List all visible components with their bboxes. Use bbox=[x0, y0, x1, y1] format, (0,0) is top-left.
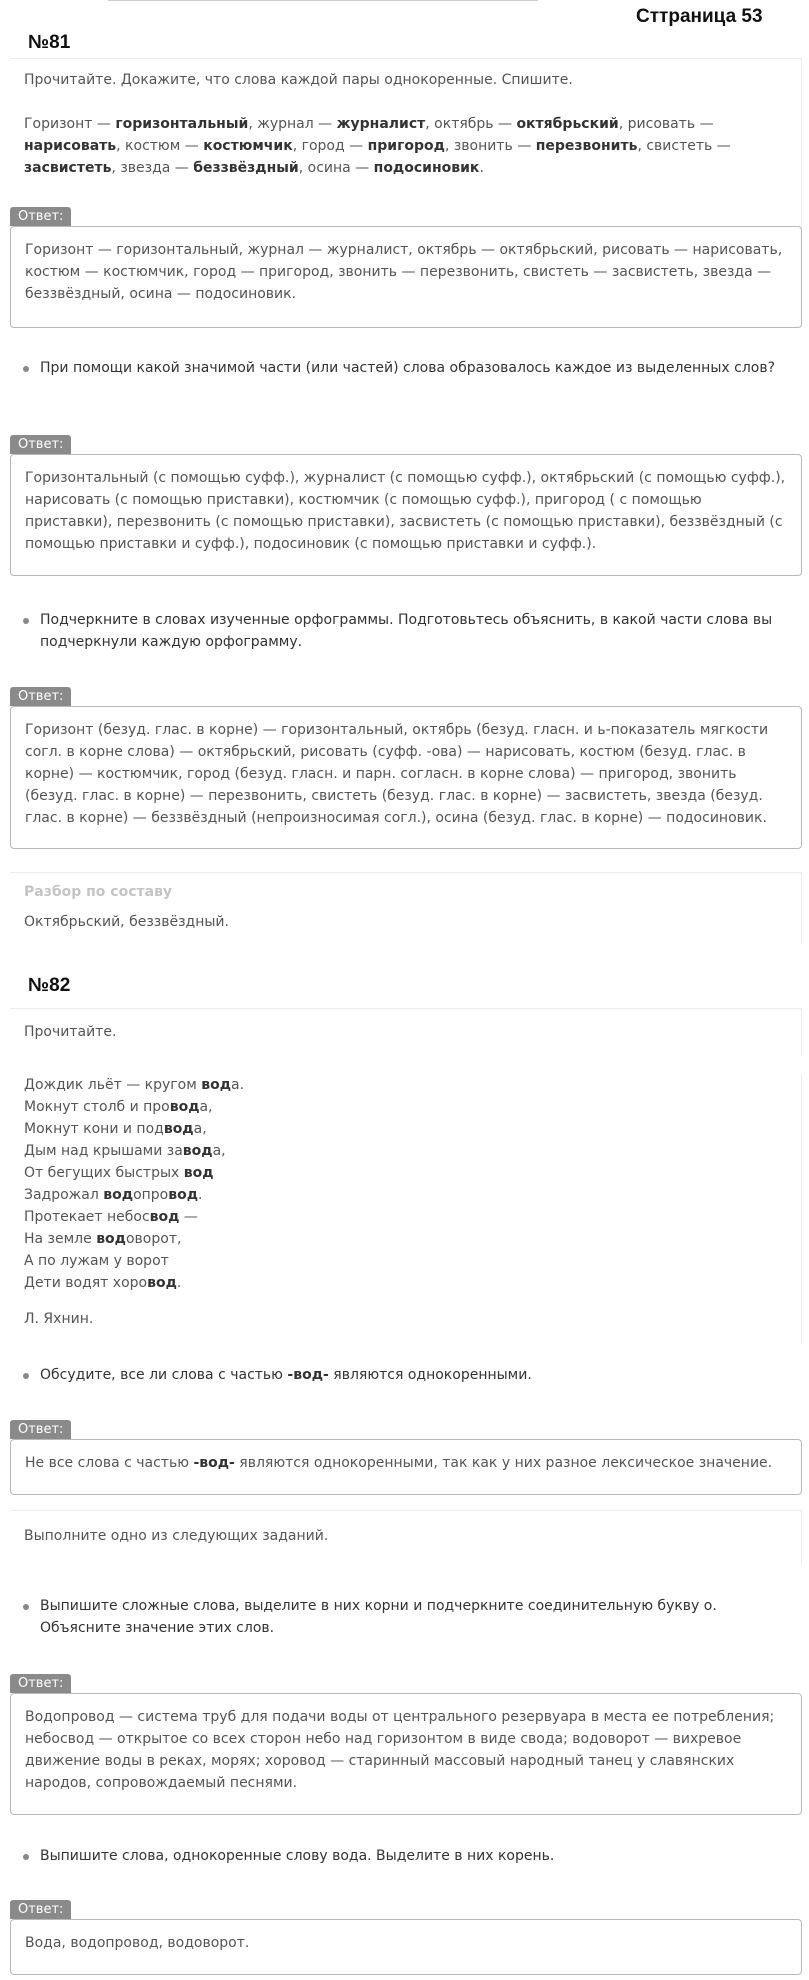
instruction-2: Выполните одно из следующих заданий. bbox=[24, 1528, 329, 1544]
task-81-text bbox=[24, 113, 787, 179]
poem-line bbox=[24, 1118, 787, 1140]
text-fragment: , звезда — bbox=[111, 160, 194, 176]
answer-3-container bbox=[10, 685, 802, 849]
text-fragment: а. bbox=[231, 1077, 245, 1093]
answer-4-box bbox=[10, 1439, 802, 1495]
text-fragment: . bbox=[198, 1187, 203, 1203]
bold-fragment: вод bbox=[96, 1231, 126, 1247]
answer-6-text: Вода, водопровод, водоворот. bbox=[25, 1935, 250, 1951]
instruction-2-card bbox=[10, 1510, 802, 1564]
poem-line bbox=[24, 1250, 787, 1272]
question-orthograms: Подчеркните в словах изученные орфограммы. Подготовьтесь объяснить, в какой части слова вы подчеркнули каждую орфограмму. bbox=[22, 609, 792, 653]
text-fragment: а, bbox=[212, 1143, 226, 1159]
bold-fragment: нарисовать bbox=[24, 138, 117, 154]
answer-label: Ответ: bbox=[10, 207, 71, 226]
question-same-root-voda: Выпишите слова, однокоренные слову вода. Выделите в них корень. bbox=[22, 1845, 792, 1867]
answer-1-text: Горизонт — горизонтальный, журнал — журналист, октябрь — октябрьский, рисовать — нарисовать, костюм — костюмчик, город — пригород, звонить — перезвонить, свистеть — засвистеть, звезда — беззвёздный, осина — подосиновик. bbox=[25, 242, 783, 302]
text-fragment: , рисовать — bbox=[618, 116, 714, 132]
text-fragment: а, bbox=[199, 1099, 213, 1115]
text-fragment: Не все слова с частью bbox=[25, 1455, 194, 1471]
answer-5-box bbox=[10, 1693, 802, 1815]
text-fragment: Обсудите, все ли слова с частью bbox=[40, 1367, 288, 1383]
parse-card bbox=[10, 872, 802, 944]
text-fragment: , свистеть — bbox=[637, 138, 731, 154]
answer-6-container bbox=[10, 1898, 802, 1975]
answer-label: Ответ: bbox=[10, 1900, 71, 1919]
text-fragment: , октябрь — bbox=[425, 116, 517, 132]
bold-fragment: подосиновик bbox=[373, 160, 480, 176]
text-fragment: Дети водят хоро bbox=[24, 1275, 148, 1291]
bold-fragment: журналист bbox=[336, 116, 426, 132]
text-fragment: а, bbox=[193, 1121, 207, 1137]
parse-title: Разбор по составу bbox=[24, 884, 173, 900]
answer-2-box bbox=[10, 454, 802, 576]
poem-author: Л. Яхнин. bbox=[24, 1311, 94, 1327]
answer-1-container bbox=[10, 205, 802, 328]
text-fragment: Мокнут кони и под bbox=[24, 1121, 164, 1137]
task-81-instruction: Прочитайте. Докажите, что слова каждой пары однокоренные. Спишите. bbox=[24, 72, 573, 88]
top-divider bbox=[108, 0, 538, 1]
bold-fragment: засвистеть bbox=[24, 160, 112, 176]
text-fragment: . bbox=[479, 160, 484, 176]
poem-line bbox=[24, 1206, 787, 1228]
text-fragment: . bbox=[176, 1275, 182, 1291]
text-fragment: Мокнут столб и про bbox=[24, 1099, 170, 1115]
text-fragment: А по лужам у ворот bbox=[24, 1253, 169, 1269]
poem-line bbox=[24, 1272, 787, 1294]
text-fragment: опро bbox=[133, 1187, 169, 1203]
text-fragment: оворот, bbox=[125, 1231, 182, 1247]
text-fragment: , осина — bbox=[298, 160, 374, 176]
task-82-instruction: Прочитайте. bbox=[24, 1024, 117, 1040]
bold-fragment: вод bbox=[183, 1165, 214, 1181]
text-fragment: Горизонт — bbox=[24, 116, 116, 132]
answer-3-text: Горизонт (безуд. глас. в корне) — горизонтальный, октябрь (безуд. гласн. и ь-показатель мягкости согл. в корне слова) — октябрьский, рисовать (суфф. -ова) — нарисовать, костюм (безуд. глас. в корне) — костюмчик, город (безуд. гласн. и парн. согласн. в корне слова) — пригород, звонить (безуд. глас. в корне) — перезвонить, свистеть (безуд. глас. в корне) — засвистеть, звезда (безуд. глас. в корне) — беззвёздный (непроизносимая согл.), осина (безуд. глас. в корне) — подосиновик. bbox=[25, 722, 769, 826]
task-82-number: №82 bbox=[28, 975, 71, 996]
text-fragment: , звонить — bbox=[444, 138, 536, 154]
bold-fragment: вод bbox=[169, 1099, 200, 1115]
answer-2-text: Горизонтальный (с помощью суфф.), журналист (с помощью суфф.), октябрьский (с помощью суфф.), нарисовать (с помощью приставки), костюмчик (с помощью суфф.), пригород ( с помощью приставки), перезвонить (с помощью приставки), засвистеть (с помощью приставки), беззвёздный (с помощью приставки и суфф.), подосиновик (с помощью приставки и суфф.). bbox=[25, 470, 786, 552]
task-82-instruction-card bbox=[10, 1008, 802, 1056]
page-title: Сттраница 53 bbox=[636, 6, 763, 27]
bold-fragment: вод bbox=[147, 1275, 177, 1291]
answer-2-container bbox=[10, 433, 802, 576]
answer-1-box bbox=[10, 226, 802, 328]
bold-fragment: вод bbox=[201, 1077, 232, 1093]
answer-label: Ответ: bbox=[10, 1420, 71, 1439]
question-morphemes: При помощи какой значимой части (или частей) слова образовалось каждое из выделенных слов? bbox=[22, 357, 792, 379]
bold-fragment: перезвонить bbox=[535, 138, 638, 154]
answer-label: Ответ: bbox=[10, 435, 71, 454]
answer-label: Ответ: bbox=[10, 687, 71, 706]
poem-line bbox=[24, 1184, 787, 1206]
text-fragment: Протекает небос bbox=[24, 1209, 150, 1225]
text-fragment: являются однокоренными, так как у них разное лексическое значение. bbox=[234, 1455, 773, 1471]
answer-4-text bbox=[25, 1452, 787, 1474]
answer-5-text: Водопровод — система труб для подачи воды от центрального резервуара в места ее потребления; небосвод — открытое со всех сторон небо над горизонтом в виде свода; водоворот — вихревое движение воды в реках, морях; хоровод — старинный массовый народный танец у славянских народов, сопровождаемый песнями. bbox=[25, 1709, 775, 1791]
bold-fragment: вод bbox=[163, 1121, 194, 1137]
text-fragment: , город — bbox=[292, 138, 368, 154]
text-fragment: От бегущих быстрых bbox=[24, 1165, 184, 1181]
answer-4-container bbox=[10, 1418, 802, 1495]
text-fragment: — bbox=[179, 1209, 198, 1225]
question-same-root bbox=[22, 1364, 792, 1386]
bold-fragment: -вод- bbox=[193, 1455, 235, 1471]
text-fragment: , костюм — bbox=[116, 138, 204, 154]
text-fragment: , журнал — bbox=[248, 116, 337, 132]
text-fragment: Дождик льёт — кругом bbox=[24, 1077, 202, 1093]
poem-text bbox=[24, 1074, 787, 1294]
answer-5-container bbox=[10, 1672, 802, 1815]
question-compound-words: Выпишите сложные слова, выделите в них корни и подчеркните соединительную букву о. Объясните значение этих слов. bbox=[22, 1595, 792, 1639]
answer-label: Ответ: bbox=[10, 1674, 71, 1693]
text-fragment: На земле bbox=[24, 1231, 97, 1247]
poem-line bbox=[24, 1140, 787, 1162]
poem-line bbox=[24, 1162, 787, 1184]
task-81-number: №81 bbox=[28, 32, 71, 53]
bold-fragment: вод bbox=[168, 1187, 199, 1203]
bold-fragment: октябрьский bbox=[516, 116, 619, 132]
text-fragment: являются однокоренными. bbox=[328, 1367, 532, 1383]
bold-fragment: вод bbox=[103, 1187, 134, 1203]
bold-fragment: беззвёздный bbox=[193, 160, 299, 176]
poem-line bbox=[24, 1228, 787, 1250]
poem-line bbox=[24, 1096, 787, 1118]
poem-card bbox=[10, 1074, 802, 1344]
poem-line bbox=[24, 1074, 787, 1096]
bold-fragment: пригород bbox=[367, 138, 445, 154]
text-fragment: Задрожал bbox=[24, 1187, 104, 1203]
bold-fragment: костюмчик bbox=[203, 138, 293, 154]
answer-3-box bbox=[10, 706, 802, 849]
parse-text: Октябрьский, беззвёздный. bbox=[24, 914, 229, 930]
bold-fragment: -вод- bbox=[287, 1367, 329, 1383]
bold-fragment: горизонтальный bbox=[115, 116, 249, 132]
bold-fragment: вод bbox=[149, 1209, 180, 1225]
answer-6-box bbox=[10, 1919, 802, 1975]
bold-fragment: вод bbox=[182, 1143, 213, 1159]
text-fragment: Дым над крышами за bbox=[24, 1143, 183, 1159]
